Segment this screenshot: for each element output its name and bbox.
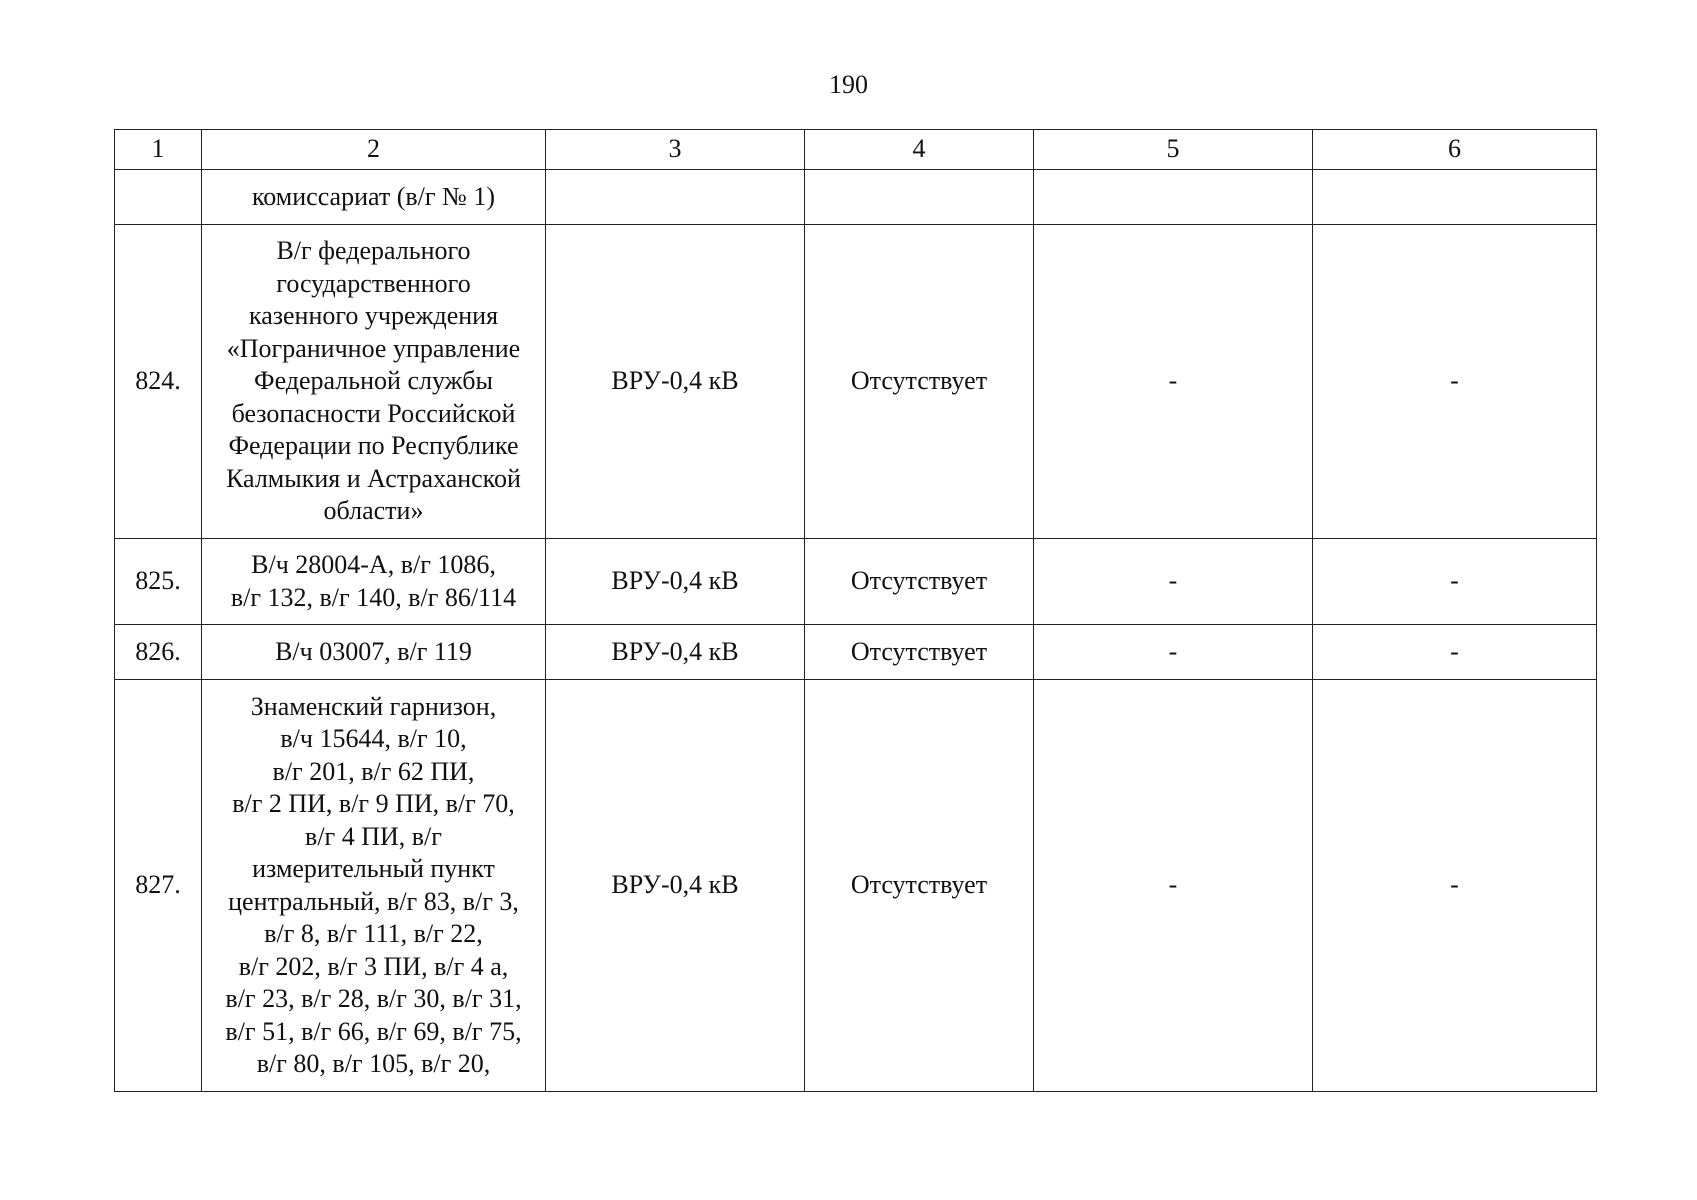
device-type: ВРУ-0,4 кВ xyxy=(546,539,805,625)
object-name: Знаменский гарнизон, в/ч 15644, в/г 10, в/г 201, в/г 62 ПИ, в/г 2 ПИ, в/г 9 ПИ, в/г 70, в/г 4 ПИ, в/г измерительный пункт центральный, в/г 83, в/г 3, в/г 8, в/г 111, в/г 22, в/г 202, в/г 3 ПИ, в/г 4 а, в/г 23, в/г 28, в/г 30, в/г 31, в/г 51, в/г 66, в/г 69, в/г 75, в/г 80, в/г 105, в/г 20, xyxy=(202,680,546,1092)
column-5-value: - xyxy=(1034,225,1313,539)
device-type xyxy=(546,170,805,225)
object-name: В/г федерального государственного казенного учреждения «Пограничное управление Федеральной службы безопасности Российской Федерации по Республике Калмыкия и Астраханской области» xyxy=(202,225,546,539)
page-number: 190 xyxy=(829,70,868,99)
column-number-4: 4 xyxy=(805,130,1034,170)
data-table xyxy=(114,129,1597,1092)
column-number-2: 2 xyxy=(202,130,546,170)
status: Отсутствует xyxy=(805,680,1034,1092)
device-type: ВРУ-0,4 кВ xyxy=(546,225,805,539)
column-6-value: - xyxy=(1313,225,1597,539)
column-number-1: 1 xyxy=(115,130,202,170)
column-5-value: - xyxy=(1034,625,1313,680)
status: Отсутствует xyxy=(805,625,1034,680)
status: Отсутствует xyxy=(805,539,1034,625)
column-5-value xyxy=(1034,170,1313,225)
table-header-row xyxy=(115,130,1597,170)
row-number xyxy=(115,170,202,225)
row-number: 825. xyxy=(115,539,202,625)
column-6-value: - xyxy=(1313,539,1597,625)
object-name: В/ч 03007, в/г 119 xyxy=(202,625,546,680)
row-number: 826. xyxy=(115,625,202,680)
table-row xyxy=(115,625,1597,680)
table-row xyxy=(115,539,1597,625)
table-row xyxy=(115,225,1597,539)
column-number-6: 6 xyxy=(1313,130,1597,170)
device-type: ВРУ-0,4 кВ xyxy=(546,680,805,1092)
status xyxy=(805,170,1034,225)
row-number: 824. xyxy=(115,225,202,539)
table-row xyxy=(115,680,1597,1092)
column-number-5: 5 xyxy=(1034,130,1313,170)
column-6-value xyxy=(1313,170,1597,225)
column-6-value: - xyxy=(1313,625,1597,680)
column-number-3: 3 xyxy=(546,130,805,170)
row-number: 827. xyxy=(115,680,202,1092)
object-name: В/ч 28004-А, в/г 1086, в/г 132, в/г 140, в/г 86/114 xyxy=(202,539,546,625)
device-type: ВРУ-0,4 кВ xyxy=(546,625,805,680)
column-5-value: - xyxy=(1034,680,1313,1092)
column-5-value: - xyxy=(1034,539,1313,625)
object-name: комиссариат (в/г № 1) xyxy=(202,170,546,225)
table-row xyxy=(115,170,1597,225)
column-6-value: - xyxy=(1313,680,1597,1092)
status: Отсутствует xyxy=(805,225,1034,539)
